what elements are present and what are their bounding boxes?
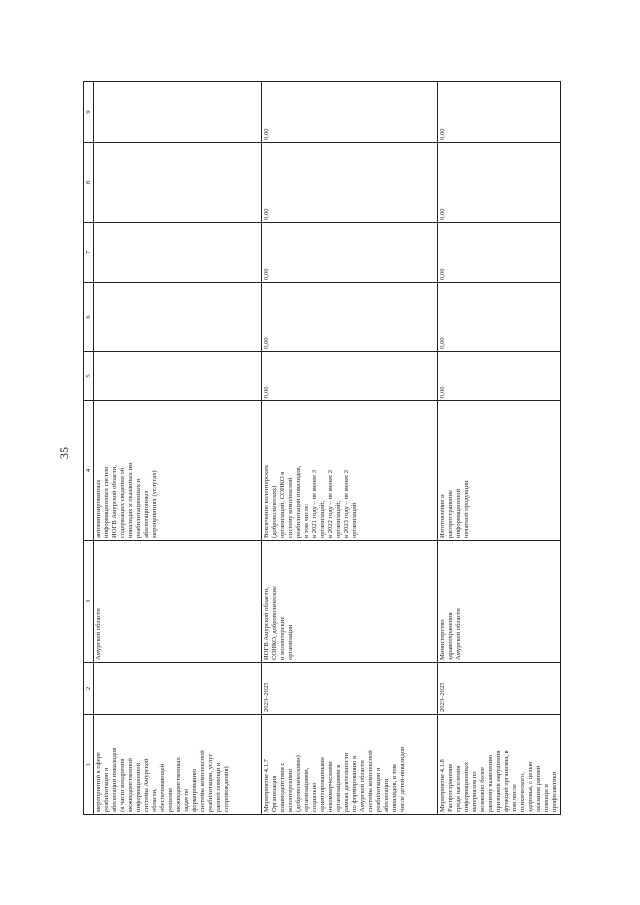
period-cell: 2023–2025	[438, 663, 561, 715]
column-number: 3	[84, 541, 94, 663]
value-cell: 0,00	[438, 143, 561, 223]
column-number: 6	[84, 283, 94, 352]
table-row	[262, 82, 438, 815]
column-number: 4	[84, 401, 94, 541]
column-number: 1	[84, 715, 94, 815]
executor-cell: Амурской области	[94, 541, 262, 663]
rotated-table	[83, 82, 558, 815]
executor-cell: ИОГВ Амурской области, СОНКО, добровольческие и волонтерские организации	[262, 541, 438, 663]
value-cell: 0,00	[438, 352, 561, 401]
column-number: 8	[84, 143, 94, 223]
table-area	[83, 82, 558, 815]
column-number: 7	[84, 223, 94, 283]
value-cell: 0,00	[262, 143, 438, 223]
value-cell	[94, 82, 262, 143]
value-cell: 0,00	[438, 223, 561, 283]
result-cell: Вовлечение волонтерских (добровольческих) организаций, СОНКО в систему комплексной реабилитации инвалидов, в том числе: в 2021 году – не менее 3 организаций; в 2022 году – не менее 2 организаций; в 2023 году – не менее 2 организаций	[262, 401, 438, 541]
value-cell	[94, 143, 262, 223]
measure-name-cell: Мероприятие 4.1.8 Распространение среди населения информационных материалов по возможно более раннему выявлению признаков нарушения функций организма, в том числе психического, здоровья, с целью оказания ранней помощи и профилактики	[438, 715, 561, 815]
measure-name-cell: мероприятий в сфере реабилитации и абилитации инвалидов (в части внедрения межведомственной информационной системы Амурской области, обеспечивающей решение межведомственных задач по формированию системы комплексной реабилитации, услуг ранней помощи и сопровождения)	[94, 715, 262, 815]
value-cell: 0,00	[262, 223, 438, 283]
executor-cell: Министерство здравоохранения Амурской области	[438, 541, 561, 663]
value-cell: 0,00	[438, 283, 561, 352]
measure-name-cell: Мероприятие 4.1.7 Организация взаимодействия с волонтерскими (добровольческими) организациями, социально ориентированными некоммерческими организациями в рамках деятельности по формированию в Амурской области системы комплексной реабилитации и абилитации инвалидов, в том числе детей-инвалидов	[262, 715, 438, 815]
result-cell: автоматизированных информационных систем ИОГВ Амурской области, содержащих сведения об инвалидах и оказанных им реабилитационных и абилитационных мероприятиях (услугах)	[94, 401, 262, 541]
column-number-row	[84, 82, 94, 815]
measures-table	[83, 81, 561, 815]
value-cell: 0,00	[262, 283, 438, 352]
page-number: 35	[57, 447, 71, 459]
value-cell	[94, 352, 262, 401]
column-number: 2	[84, 663, 94, 715]
value-cell	[94, 283, 262, 352]
column-number: 9	[84, 82, 94, 143]
table-row	[94, 82, 262, 815]
result-cell: Изготовление и распространение информационной печатной продукции	[438, 401, 561, 541]
column-number: 5	[84, 352, 94, 401]
period-cell: 2023–2025	[262, 663, 438, 715]
period-cell	[94, 663, 262, 715]
value-cell: 0,00	[438, 82, 561, 143]
value-cell: 0,00	[262, 82, 438, 143]
value-cell	[94, 223, 262, 283]
table-row	[438, 82, 561, 815]
value-cell: 0,00	[262, 352, 438, 401]
